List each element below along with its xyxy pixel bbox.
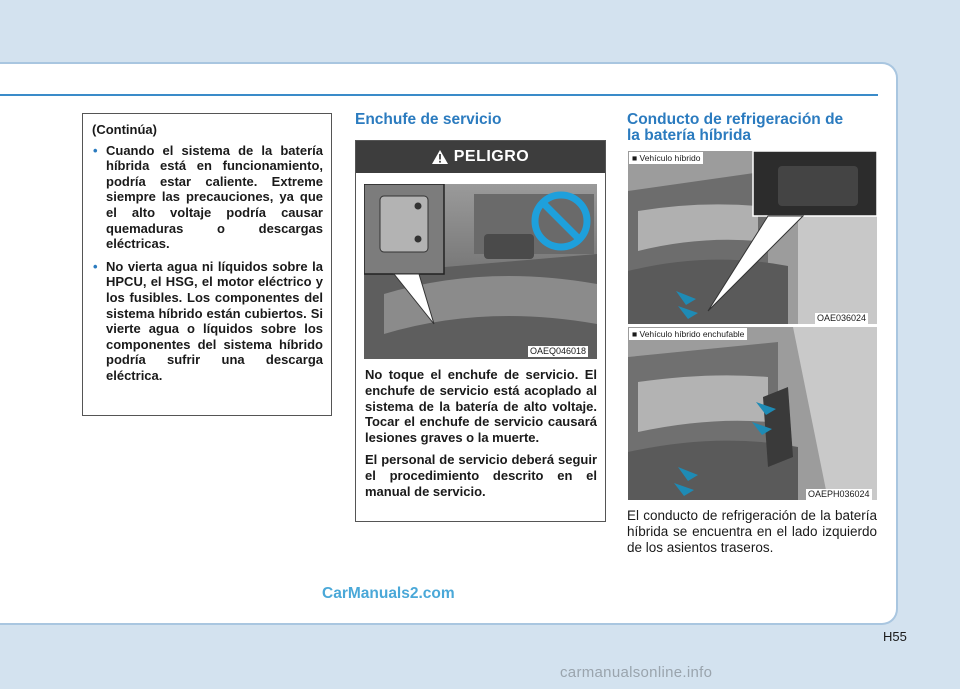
figure-code: OAE036024 <box>817 313 867 323</box>
danger-label: PELIGRO <box>453 148 530 165</box>
plugin-hybrid-rear-seat-image <box>628 327 877 500</box>
danger-header <box>356 141 605 173</box>
danger-text <box>365 367 597 505</box>
cooling-duct-description: El conducto de refrigeración de la batería híbrida se encuentra en el lado izquierdo de los asientos traseros. <box>627 508 877 555</box>
prohibited-icon <box>530 190 592 252</box>
heading-line: la batería híbrida <box>627 127 752 144</box>
hybrid-figure <box>628 151 877 324</box>
watermark-link[interactable]: CarManuals2.com <box>322 585 455 602</box>
warning-triangle-icon <box>432 150 448 164</box>
figure-tag: ■ Vehículo híbrido enchufable <box>629 328 747 340</box>
figure-code: OAEPH036024 <box>808 489 870 499</box>
page-number: H55 <box>883 629 907 644</box>
danger-paragraph: No toque el enchufe de servicio. El enchufe de servicio está acoplado al sistema de la batería de alto voltaje. Tocar el enchufe de servicio causará lesiones graves o la muerte. <box>365 367 597 446</box>
warning-item: • Cuando el sistema de la batería híbrida está en funcionamiento, podría estar caliente. Extreme siempre las precauciones, ya que el alto voltaje podría causar quemaduras o descargas eléctricas. <box>92 143 323 252</box>
danger-paragraph: El personal de servicio deberá seguir el procedimiento descrito en el manual de servicio. <box>365 451 597 499</box>
continued-label: (Continúa) <box>92 122 157 137</box>
site-watermark: carmanualsonline.info <box>560 664 713 681</box>
danger-box <box>355 140 606 522</box>
cooling-duct-heading <box>627 112 843 144</box>
figure-tag: ■ Vehículo híbrido <box>629 152 703 164</box>
header-rule <box>0 94 878 96</box>
warning-continued-box <box>82 113 332 416</box>
warning-list <box>92 143 323 384</box>
figure-code: OAEQ046018 <box>530 346 587 356</box>
heading-line: Conducto de refrigeración de <box>627 111 844 128</box>
service-plug-illustration <box>364 184 597 359</box>
hybrid-rear-seat-image <box>628 151 877 324</box>
plugin-hybrid-figure <box>628 327 877 500</box>
service-plug-heading: Enchufe de servicio <box>355 111 502 128</box>
warning-item: • No vierta agua ni líquidos sobre la HPCU, el HSG, el motor eléctrico y los fusibles. Los componentes del sistema híbrido están cubiertos. Si vierte agua o líquidos sobre los componentes del sistema híbrido podría sufrir una descarga eléctrica. <box>92 259 323 384</box>
